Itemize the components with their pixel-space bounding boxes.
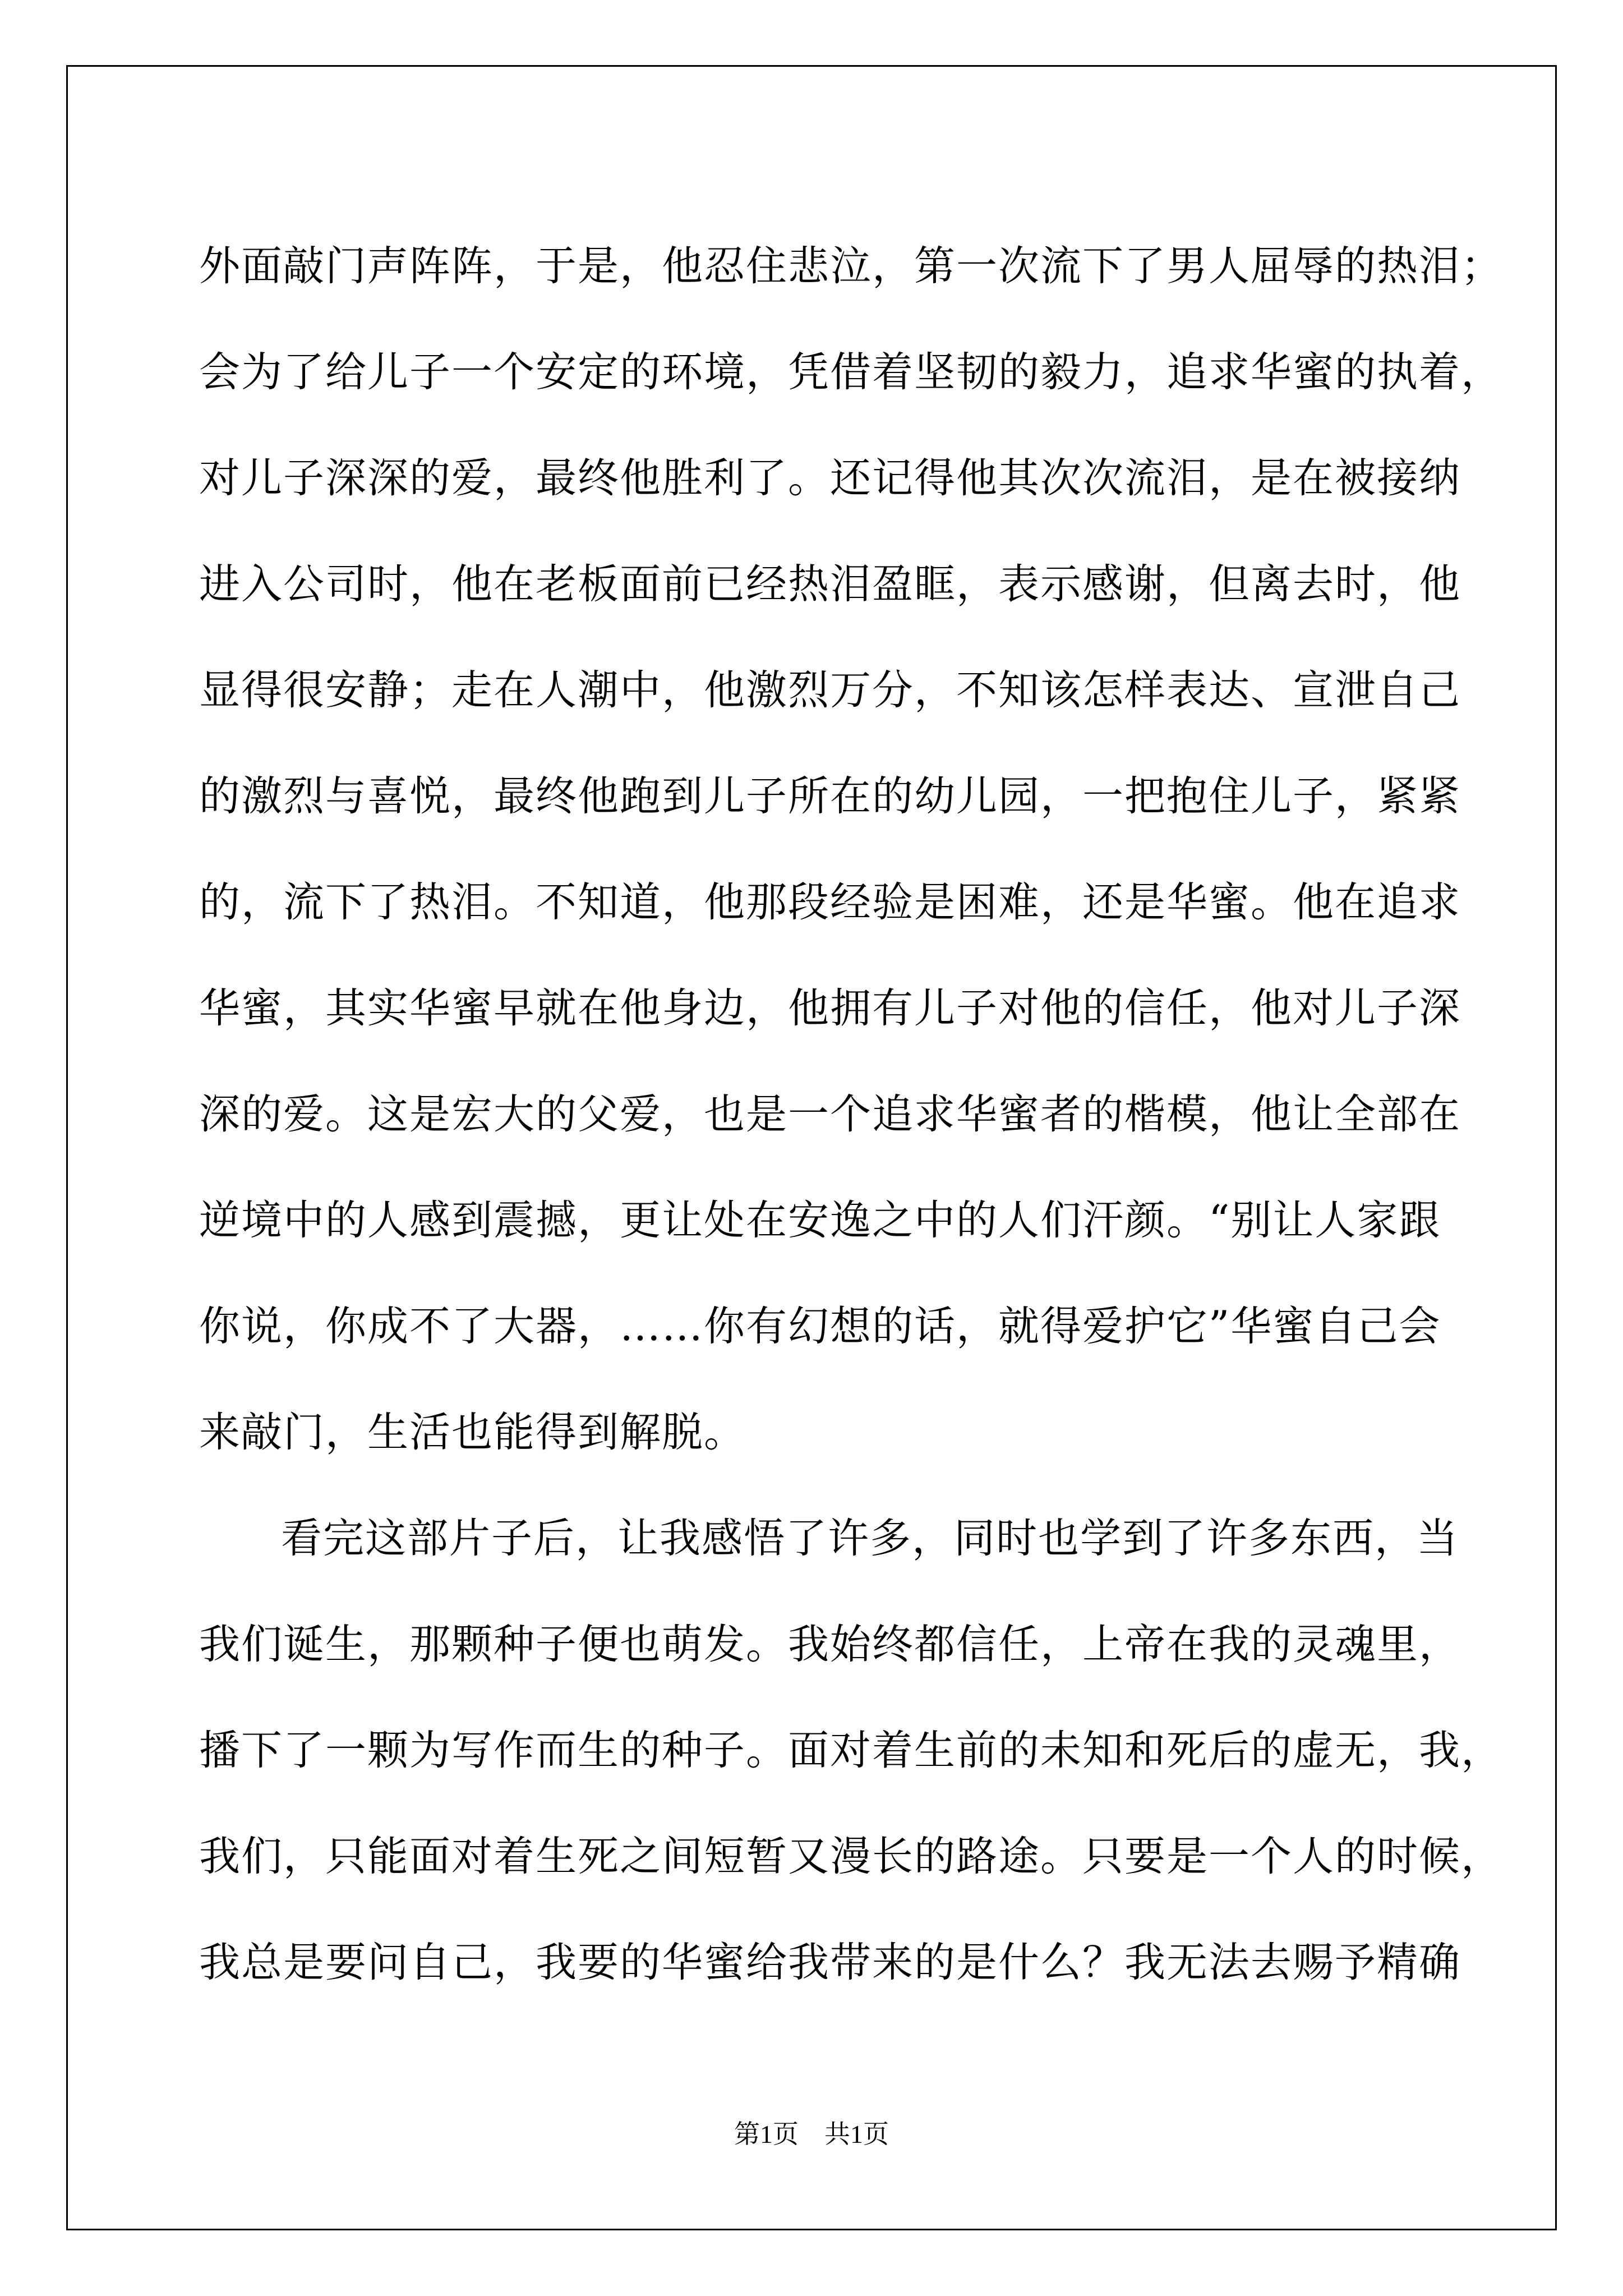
text-line: 你说，你成不了大器，……你有幻想的话，就得爱护它”华蜜自己会 (199, 1303, 1441, 1350)
text-line: 来敲门，生活也能得到解脱。 (199, 1409, 746, 1456)
text-line: 外面敲门声阵阵，于是，他忍住悲泣，第一次流下了男人屈辱的热泪； (199, 242, 1503, 290)
document-body (199, 213, 1503, 2016)
text-line: 逆境中的人感到震撼，更让处在安逸之中的人们汗颜。“别让人家跟 (199, 1197, 1441, 1244)
text-line: 对儿子深深的爱，最终他胜利了。还记得他其次次流泪，是在被接纳 (199, 454, 1461, 502)
text-line: 的激烈与喜悦，最终他跑到儿子所在的幼儿园，一把抱住儿子，紧紧 (199, 772, 1461, 820)
text-line: 我们诞生，那颗种子便也萌发。我始终都信任，上帝在我的灵魂里， (199, 1621, 1461, 1668)
text-line: 我总是要问自己，我要的华蜜给我带来的是什么？我无法去赐予精确 (199, 1939, 1461, 1986)
text-line: 深的爱。这是宏大的父爱，也是一个追求华蜜者的楷模，他让全部在 (199, 1091, 1461, 1138)
text-line: 华蜜，其实华蜜早就在他身边，他拥有儿子对他的信任，他对儿子深 (199, 984, 1461, 1032)
page-number: 第1页 共1页 (734, 2120, 889, 2148)
text-line: 播下了一颗为写作而生的种子。面对着生前的未知和死后的虚无，我， (199, 1727, 1503, 1774)
paragraph-start-line: 看完这部片子后，让我感悟了许多，同时也学到了许多东西，当 (281, 1515, 1459, 1562)
text-line: 会为了给儿子一个安定的环境，凭借着坚韧的毅力，追求华蜜的执着， (199, 348, 1503, 396)
text-line: 的，流下了热泪。不知道，他那段经验是困难，还是华蜜。他在追求 (199, 878, 1461, 926)
text-line: 显得很安静；走在人潮中，他激烈万分，不知该怎样表达、宣泄自己 (199, 666, 1461, 714)
text-line: 我们，只能面对着生死之间短暂又漫长的路途。只要是一个人的时候， (199, 1833, 1503, 1880)
text-line: 进入公司时，他在老板面前已经热泪盈眶，表示感谢，但离去时，他 (199, 560, 1461, 608)
